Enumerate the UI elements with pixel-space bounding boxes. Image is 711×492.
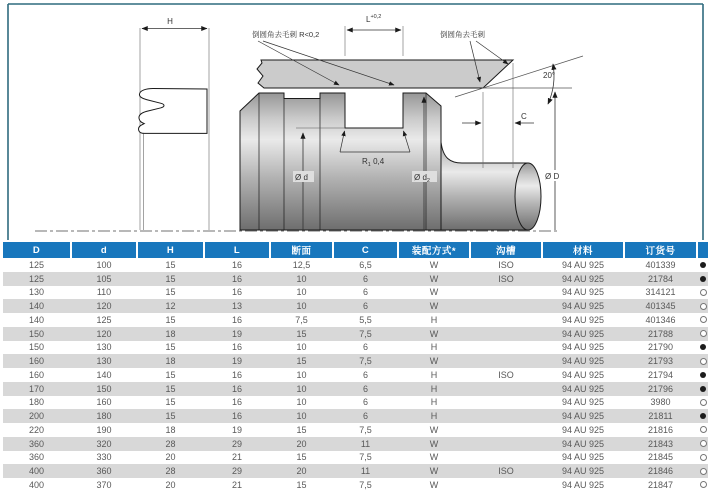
cell-groove xyxy=(471,437,541,451)
cell-availability xyxy=(698,451,708,465)
dimension-D xyxy=(543,92,566,230)
col-header-H: H xyxy=(138,242,203,258)
cell-C: 5,5 xyxy=(359,314,372,325)
cell-mounting: W xyxy=(429,273,439,284)
cell-section: 10 xyxy=(296,411,307,422)
cell-H: 28 xyxy=(165,438,176,449)
cell-groove xyxy=(471,478,541,492)
cell-D: 130 xyxy=(28,287,45,298)
cell-d: 190 xyxy=(96,424,112,435)
cell-availability xyxy=(698,423,708,437)
cell-L: 16 xyxy=(231,369,242,380)
cell-order-no: 21794 xyxy=(647,369,674,380)
cell-D: 400 xyxy=(28,479,45,490)
cell-section: 10 xyxy=(296,287,307,298)
col-header-D: D xyxy=(3,242,70,258)
cell-section: 10 xyxy=(296,342,307,353)
cell-groove: ISO xyxy=(498,466,514,477)
cell-groove: ISO xyxy=(498,273,514,284)
cell-order-no: 21846 xyxy=(647,466,674,477)
cell-section: 15 xyxy=(296,452,307,463)
cell-order-no: 21845 xyxy=(647,452,674,463)
cell-material: 94 AU 925 xyxy=(561,356,605,367)
cell-D: 150 xyxy=(28,328,45,339)
cell-availability xyxy=(698,409,708,423)
cell-availability xyxy=(698,258,708,272)
shaft-body xyxy=(240,93,441,230)
note-left-label: 倒圆角去毛刺 R<0,2 xyxy=(252,30,320,39)
cell-order-no: 21843 xyxy=(647,438,674,449)
cell-order-no: 21811 xyxy=(648,411,673,422)
table-row xyxy=(3,341,708,355)
availability-dot-filled xyxy=(700,413,706,419)
cell-D: 400 xyxy=(28,466,45,477)
cell-material: 94 AU 925 xyxy=(561,411,605,422)
cell-d: 100 xyxy=(96,259,112,270)
cell-D: 125 xyxy=(28,273,45,284)
cell-mounting: W xyxy=(429,301,439,312)
col-header-section: 断面 xyxy=(271,242,332,258)
seal-installation-diagram xyxy=(0,0,711,242)
cell-groove xyxy=(471,313,541,327)
cell-L: 21 xyxy=(231,452,242,463)
cell-D: 360 xyxy=(28,452,45,463)
cell-d: 105 xyxy=(96,273,112,284)
cell-d: 110 xyxy=(96,287,112,298)
cell-groove xyxy=(471,382,541,396)
cell-L: 16 xyxy=(231,383,242,394)
cell-material: 94 AU 925 xyxy=(561,301,605,312)
cell-d: 120 xyxy=(96,301,112,312)
cell-order-no: 401339 xyxy=(645,259,676,270)
cell-section: 15 xyxy=(296,479,307,490)
cell-mounting: W xyxy=(429,328,439,339)
cell-mounting: H xyxy=(430,369,438,380)
cell-section: 10 xyxy=(296,383,307,394)
cell-d: 360 xyxy=(96,466,112,477)
cell-d: 120 xyxy=(96,328,112,339)
cell-C: 6 xyxy=(362,301,368,312)
dim-c-label: C xyxy=(521,112,527,121)
cell-D: 360 xyxy=(28,438,45,449)
note-right-label: 倒圆角去毛刺 xyxy=(440,30,485,39)
cell-C: 7,5 xyxy=(359,424,372,435)
cell-mounting: W xyxy=(429,438,439,449)
cell-order-no: 401346 xyxy=(645,314,676,325)
table-row xyxy=(3,272,708,286)
cell-mounting: W xyxy=(429,452,439,463)
housing-bar xyxy=(257,60,513,88)
cell-D: 140 xyxy=(28,314,45,325)
cell-material: 94 AU 925 xyxy=(561,424,605,435)
dim-d2-label: Ø $d_2$ xyxy=(414,173,430,184)
cell-order-no: 401345 xyxy=(645,301,676,312)
availability-dot-open xyxy=(700,316,707,323)
cell-L: 29 xyxy=(231,438,242,449)
cell-D: 180 xyxy=(28,397,45,408)
cell-H: 15 xyxy=(165,342,176,353)
cell-availability xyxy=(698,368,708,382)
cell-groove xyxy=(471,451,541,465)
cell-material: 94 AU 925 xyxy=(561,342,605,353)
cell-L: 19 xyxy=(231,424,242,435)
dimension-L xyxy=(345,14,403,56)
cell-groove xyxy=(471,341,541,355)
table-header-row xyxy=(3,242,708,258)
availability-dot-filled xyxy=(700,386,706,392)
cell-mounting: H xyxy=(430,411,438,422)
angle-label: 20° xyxy=(543,71,556,80)
cell-L: 16 xyxy=(231,273,242,284)
cell-groove: ISO xyxy=(498,369,514,380)
table-row xyxy=(3,396,708,410)
cell-L: 16 xyxy=(231,411,242,422)
cell-d: 160 xyxy=(96,397,112,408)
cell-C: 6 xyxy=(362,397,368,408)
cell-groove xyxy=(471,409,541,423)
col-header-availability xyxy=(698,242,708,258)
cell-availability xyxy=(698,327,708,341)
cell-C: 6,5 xyxy=(359,259,372,270)
cell-H: 28 xyxy=(165,466,176,477)
cell-C: 6 xyxy=(362,411,368,422)
cell-H: 15 xyxy=(165,397,176,408)
cell-material: 94 AU 925 xyxy=(561,438,605,449)
cell-L: 21 xyxy=(231,479,242,490)
cell-groove xyxy=(471,396,541,410)
cell-groove xyxy=(471,354,541,368)
dimension-H xyxy=(142,17,207,29)
col-header-L: L xyxy=(205,242,269,258)
cell-groove: ISO xyxy=(498,259,514,270)
col-header-d: d xyxy=(72,242,136,258)
cell-order-no: 314121 xyxy=(645,287,676,298)
dim-d-label: Ø d xyxy=(295,173,308,182)
cell-material: 94 AU 925 xyxy=(561,314,605,325)
cell-material: 94 AU 925 xyxy=(561,273,605,284)
table-row xyxy=(3,478,708,492)
cell-section: 15 xyxy=(296,356,307,367)
cell-availability xyxy=(698,286,708,300)
col-header-material: 材料 xyxy=(543,242,623,258)
cell-material: 94 AU 925 xyxy=(561,287,605,298)
cell-availability xyxy=(698,341,708,355)
table-row xyxy=(3,451,708,465)
dim-l-label: $L^{+0,2}$ xyxy=(366,14,382,24)
table-row xyxy=(3,327,708,341)
table-row xyxy=(3,258,708,272)
cell-section: 12,5 xyxy=(292,259,311,270)
availability-dot-open xyxy=(700,289,707,296)
cell-C: 6 xyxy=(362,273,368,284)
cell-H: 20 xyxy=(165,452,176,463)
availability-dot-open xyxy=(700,330,707,337)
cell-availability xyxy=(698,437,708,451)
availability-dot-open xyxy=(700,426,707,433)
availability-dot-filled xyxy=(700,372,706,378)
cell-C: 11 xyxy=(360,438,371,449)
cell-order-no: 21847 xyxy=(647,479,674,490)
cell-L: 16 xyxy=(231,287,242,298)
cell-section: 7,5 xyxy=(295,314,308,325)
cell-material: 94 AU 925 xyxy=(561,259,605,270)
cell-availability xyxy=(698,396,708,410)
cell-section: 10 xyxy=(296,301,307,312)
cell-C: 6 xyxy=(362,287,368,298)
cell-mounting: H xyxy=(430,397,438,408)
cell-order-no: 21788 xyxy=(647,328,674,339)
cell-H: 15 xyxy=(165,273,176,284)
cell-d: 320 xyxy=(96,438,112,449)
cell-L: 16 xyxy=(231,397,242,408)
cell-C: 7,5 xyxy=(359,452,372,463)
cell-material: 94 AU 925 xyxy=(561,369,605,380)
table-row xyxy=(3,286,708,300)
cell-d: 130 xyxy=(96,342,112,353)
cell-mounting: H xyxy=(430,383,438,394)
cell-d: 180 xyxy=(96,411,112,422)
cell-C: 11 xyxy=(360,466,371,477)
cell-H: 15 xyxy=(165,383,176,394)
cell-material: 94 AU 925 xyxy=(561,397,605,408)
cell-mounting: W xyxy=(429,466,439,477)
cell-mounting: H xyxy=(430,342,438,353)
cell-d: 330 xyxy=(96,452,112,463)
cell-d: 125 xyxy=(96,314,112,325)
table-row xyxy=(3,354,708,368)
cell-C: 7,5 xyxy=(359,479,372,490)
table-row xyxy=(3,409,708,423)
table-row xyxy=(3,423,708,437)
availability-dot-filled xyxy=(700,262,706,268)
cell-section: 10 xyxy=(296,397,307,408)
cell-d: 150 xyxy=(96,383,112,394)
cell-mounting: W xyxy=(429,479,439,490)
cell-H: 18 xyxy=(165,328,176,339)
seal-profile-outline xyxy=(139,28,209,230)
availability-dot-open xyxy=(700,481,707,488)
table-row xyxy=(3,464,708,478)
cell-material: 94 AU 925 xyxy=(561,328,605,339)
cell-C: 6 xyxy=(362,383,368,394)
availability-dot-open xyxy=(700,303,707,310)
cell-material: 94 AU 925 xyxy=(561,479,605,490)
cell-groove xyxy=(471,327,541,341)
cell-order-no: 21793 xyxy=(647,356,674,367)
cell-d: 130 xyxy=(96,356,112,367)
cell-D: 170 xyxy=(28,383,45,394)
cell-D: 150 xyxy=(28,342,45,353)
cell-section: 15 xyxy=(296,328,307,339)
cell-section: 10 xyxy=(296,273,307,284)
cell-mounting: W xyxy=(429,356,439,367)
radius-label: $R_1$ 0,4 xyxy=(362,157,385,168)
cell-availability xyxy=(698,272,708,286)
cell-availability xyxy=(698,299,708,313)
cell-H: 15 xyxy=(165,287,176,298)
cell-D: 125 xyxy=(28,259,45,270)
cell-material: 94 AU 925 xyxy=(561,452,605,463)
cell-material: 94 AU 925 xyxy=(561,466,605,477)
rod-body xyxy=(441,142,528,230)
cell-material: 94 AU 925 xyxy=(561,383,605,394)
cell-mounting: W xyxy=(429,287,439,298)
cell-section: 20 xyxy=(296,438,307,449)
cell-C: 6 xyxy=(362,342,368,353)
data-table-body xyxy=(3,258,708,492)
cell-mounting: W xyxy=(429,259,439,270)
cell-mounting: W xyxy=(429,424,439,435)
cell-groove xyxy=(471,299,541,313)
cell-H: 15 xyxy=(165,369,176,380)
table-row xyxy=(3,299,708,313)
cell-C: 6 xyxy=(362,369,368,380)
cell-availability xyxy=(698,313,708,327)
cell-H: 20 xyxy=(165,479,176,490)
cell-section: 15 xyxy=(296,424,307,435)
availability-dot-open xyxy=(700,358,707,365)
cell-order-no: 21816 xyxy=(647,424,674,435)
cell-groove xyxy=(471,286,541,300)
cell-order-no: 21790 xyxy=(647,342,674,353)
cell-D: 220 xyxy=(28,424,45,435)
availability-dot-open xyxy=(700,440,707,447)
cell-D: 160 xyxy=(28,369,45,380)
cell-groove xyxy=(471,423,541,437)
cell-section: 10 xyxy=(296,369,307,380)
availability-dot-filled xyxy=(700,344,706,350)
cell-d: 140 xyxy=(96,369,112,380)
col-header-groove: 沟槽 xyxy=(471,242,541,258)
cell-H: 18 xyxy=(165,424,176,435)
cell-H: 12 xyxy=(165,301,176,312)
availability-dot-filled xyxy=(700,276,706,282)
cell-H: 15 xyxy=(165,411,176,422)
dim-D-label: Ø D xyxy=(545,172,560,181)
cell-L: 16 xyxy=(231,314,242,325)
availability-dot-open xyxy=(700,468,707,475)
cell-availability xyxy=(698,354,708,368)
cell-order-no: 21796 xyxy=(647,383,674,394)
cell-L: 19 xyxy=(231,356,242,367)
cell-C: 7,5 xyxy=(359,328,372,339)
dim-h-label: H xyxy=(167,17,173,26)
cell-H: 15 xyxy=(165,259,176,270)
col-header-mounting: 装配方式* xyxy=(399,242,469,258)
col-header-C: C xyxy=(334,242,397,258)
cell-H: 15 xyxy=(165,314,176,325)
availability-dot-open xyxy=(700,454,707,461)
cell-L: 29 xyxy=(231,466,242,477)
table-row xyxy=(3,368,708,382)
cell-availability xyxy=(698,382,708,396)
cell-L: 16 xyxy=(231,259,242,270)
cell-D: 140 xyxy=(28,301,45,312)
cell-availability xyxy=(698,464,708,478)
table-row xyxy=(3,313,708,327)
cell-mounting: H xyxy=(430,314,438,325)
cell-C: 7,5 xyxy=(359,356,372,367)
cell-L: 13 xyxy=(231,301,242,312)
cell-D: 160 xyxy=(28,356,45,367)
col-header-order-no: 订货号 xyxy=(625,242,696,258)
cell-order-no: 21784 xyxy=(647,273,674,284)
cell-L: 19 xyxy=(231,328,242,339)
rod-end-cap xyxy=(515,163,541,230)
technical-drawing xyxy=(0,0,711,242)
table-row xyxy=(3,437,708,451)
cell-L: 16 xyxy=(231,342,242,353)
cell-section: 20 xyxy=(296,466,307,477)
specification-table xyxy=(3,242,708,492)
table-row xyxy=(3,382,708,396)
cell-H: 18 xyxy=(165,356,176,367)
cell-d: 370 xyxy=(96,479,112,490)
cell-order-no: 3980 xyxy=(650,397,671,408)
cell-D: 200 xyxy=(28,411,45,422)
cell-availability xyxy=(698,478,708,492)
availability-dot-open xyxy=(700,399,707,406)
